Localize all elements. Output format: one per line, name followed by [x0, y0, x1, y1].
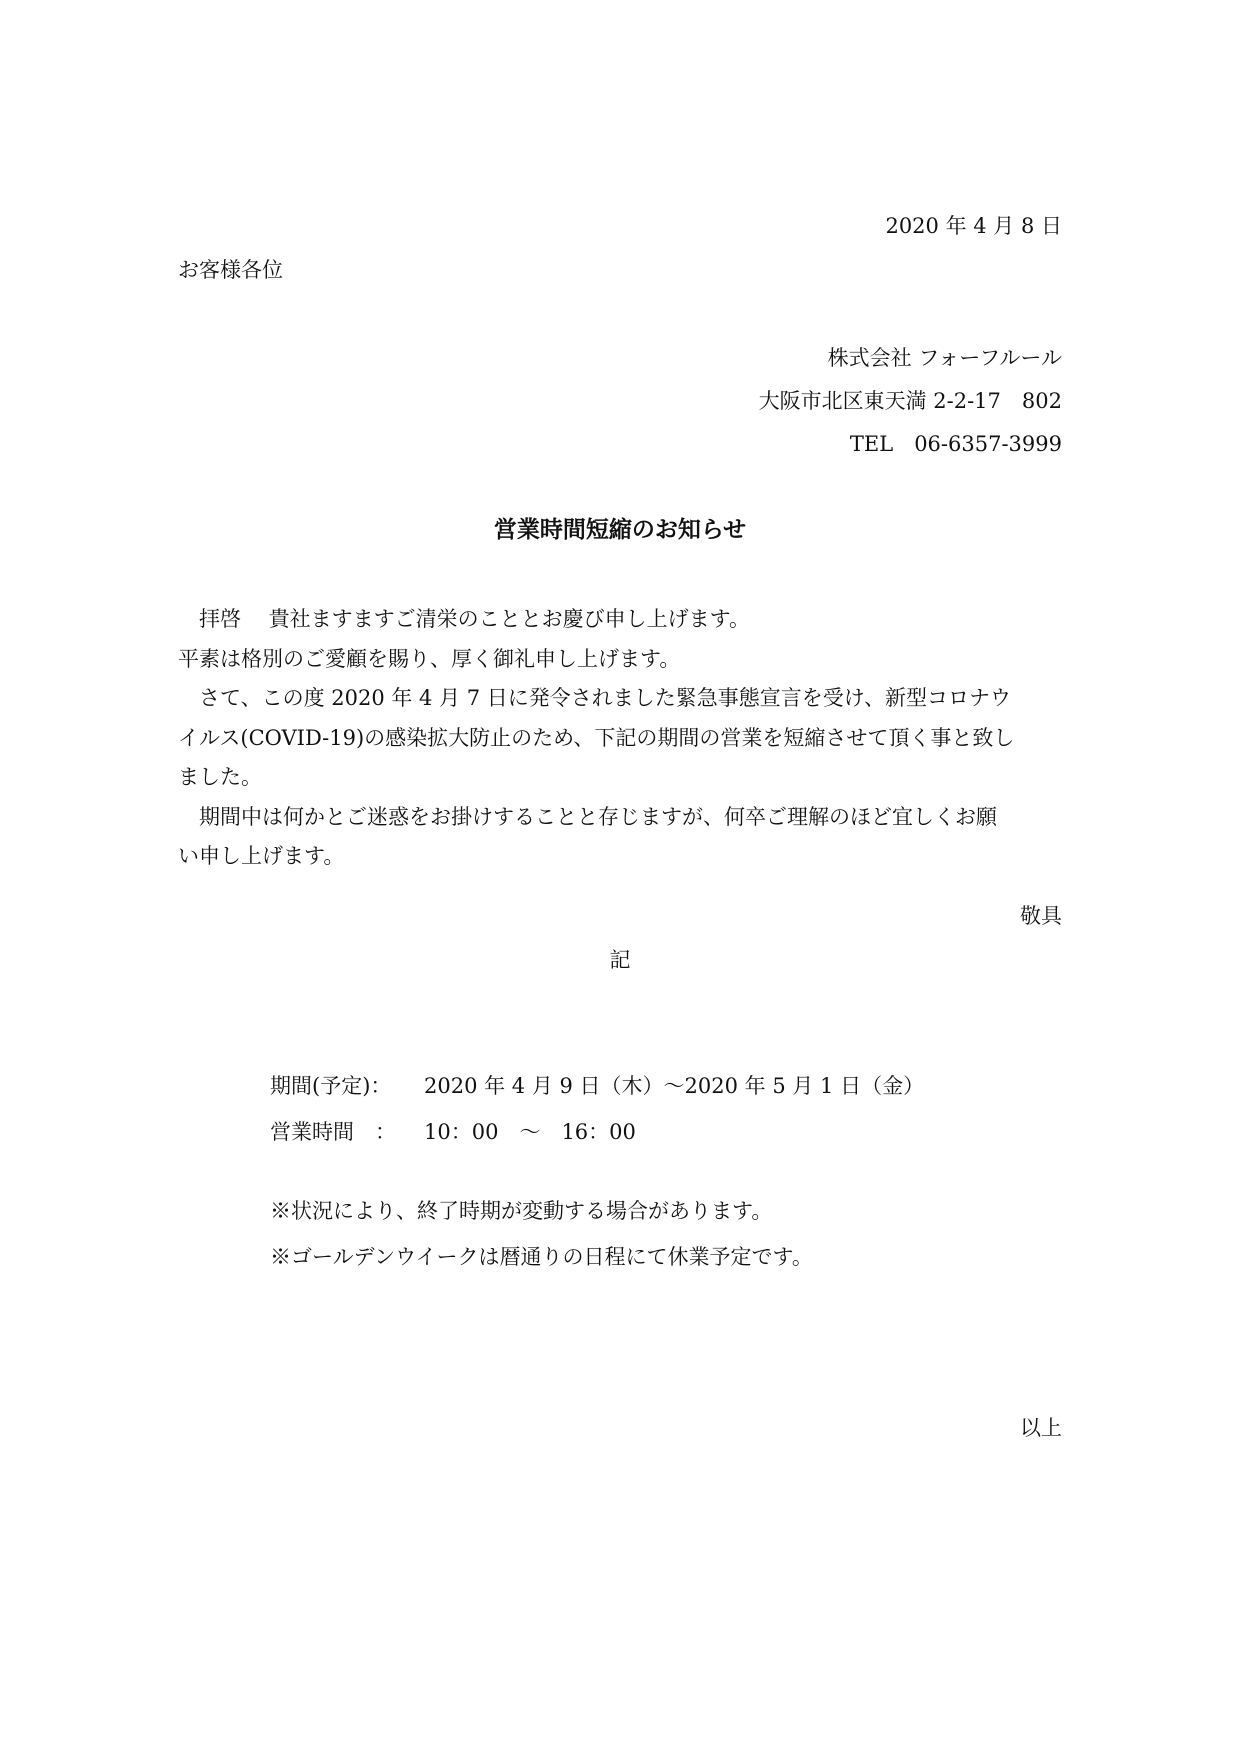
period-label: 期間(予定)：: [270, 1074, 392, 1098]
note-2: ※ゴールデンウイークは暦通りの日程にて休業予定です。: [270, 1245, 813, 1269]
document-date: 2020 年 4 月 8 日: [885, 214, 1062, 238]
body-line: さて、この度 2020 年 4 月 7 日に発令されました緊急事態宣言を受け、新型コロナウ: [199, 686, 1011, 710]
body-line: 平素は格別のご愛顧を賜り、厚く御礼申し上げます。: [178, 646, 681, 671]
body-line: 拝啓 貴社ますますご清栄のこととお慶び申し上げます。: [199, 607, 750, 631]
sender-company: 株式会社 フォーフルール: [827, 346, 1062, 370]
period-row: [270, 1076, 924, 1097]
body-line: イルス(COVID-19)の感染拡大防止のため、下記の期間の営業を短縮させて頂く事と致し: [178, 725, 1015, 750]
note-1: ※状況により、終了時期が変動する場合があります。: [270, 1199, 773, 1223]
recipient: お客様各位: [178, 258, 283, 282]
ki-heading: 記: [609, 948, 631, 972]
hours-value: 10：00 ～ 16：00: [424, 1120, 636, 1144]
end-ijou: 以上: [1020, 1416, 1062, 1440]
document-title: 営業時間短縮のお知らせ: [493, 516, 747, 543]
letter-body: [178, 600, 1062, 877]
hours-label: 営業時間 ：: [270, 1120, 396, 1144]
body-line: い申し上げます。: [178, 844, 345, 868]
sender-tel: TEL 06-6357-3999: [849, 432, 1062, 456]
body-line: 期間中は何かとご迷惑をお掛けすることと存じますが、何卒ご理解のほど宜しくお願: [199, 804, 997, 829]
closing-keigu: 敬具: [1020, 904, 1062, 928]
hours-row: [270, 1122, 636, 1143]
period-value: 2020 年 4 月 9 日（木）～2020 年 5 月 1 日（金）: [424, 1074, 925, 1098]
body-line: ました。: [178, 765, 262, 789]
sender-address: 大阪市北区東天満 2-2-17 802: [758, 389, 1062, 413]
